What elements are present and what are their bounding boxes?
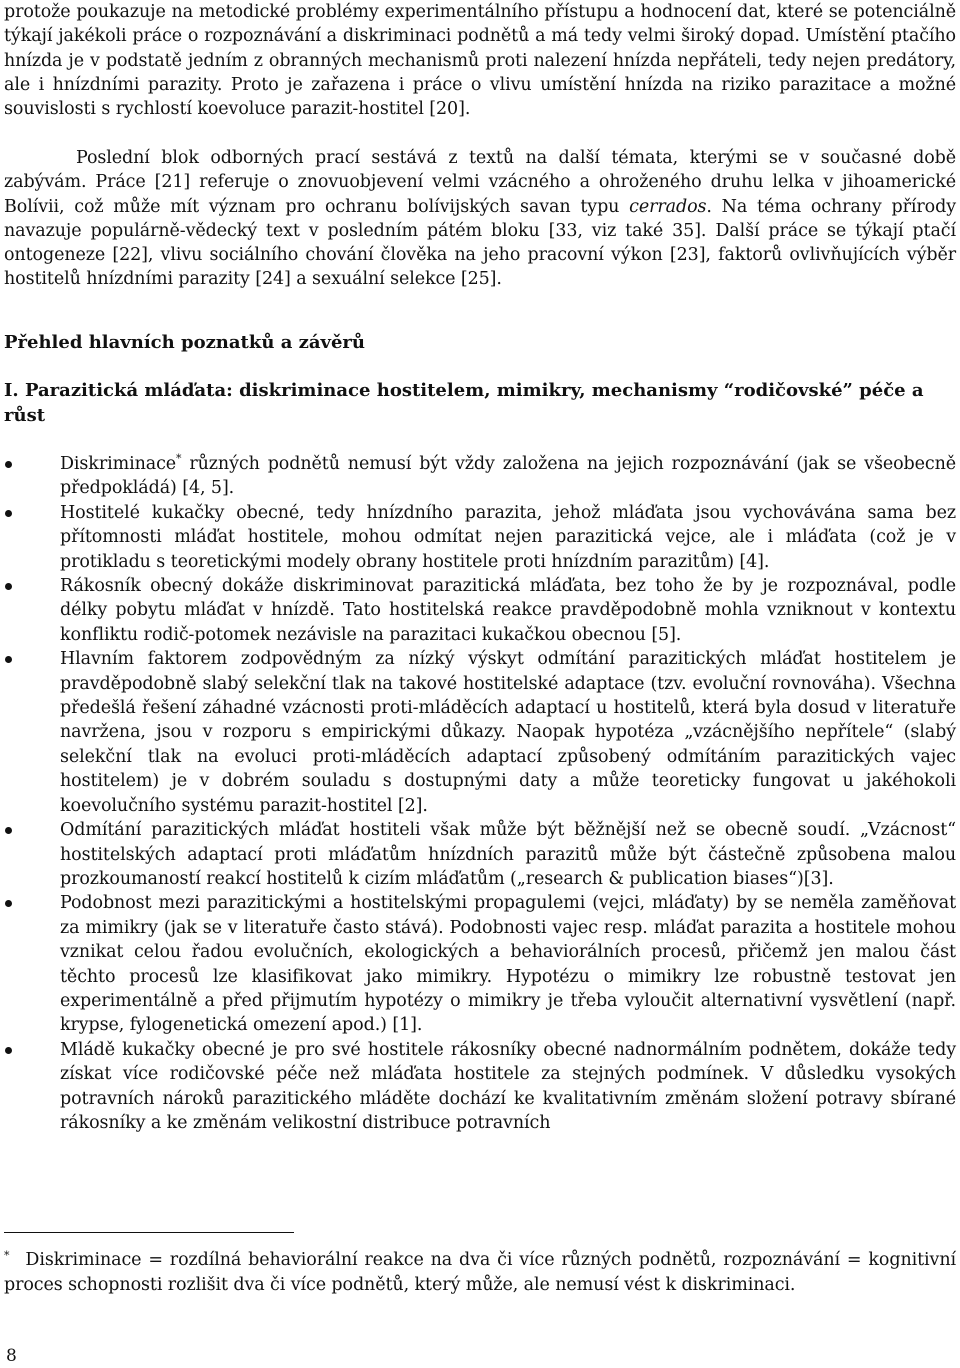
bullet-text: Hlavním faktorem zodpovědným za nízký výskyt odmítání parazitických mláďat hostitelem je pravděpodobně slabý selekční tlak na takové hostitelské adaptace (tzv. evoluční rovnováha). Všechna předešlá řešení záhadné vzácnosti proti-mláděcích adaptací u hostitelů, která byla dosud v literatuře navržena, jsou v rozporu s empirickými důkazy. Naopak hypotéza „vzácnějšího nepřítele“ (slabý selekční tlak na evoluci proti-mláděcích adaptací způsobený odmítáním parazitických vajec hostitelem) je v dobrém souladu s dostupnými daty a může teoreticky fungovat u jakéhokoli koevolučního systému parazit-hostitel [2]. xyxy=(60,649,956,816)
bullet-icon xyxy=(5,827,12,834)
list-item xyxy=(0,647,960,818)
list-item xyxy=(0,818,960,891)
intro-paragraph-2-text: Poslední blok odborných prací sestává z textů na další témata, kterými se v současné době zabývám. Práce [21] referuje o znovuobjevení velmi vzácného a ohroženého druhu lelka v jihoamerické Bolívii, což může mít význam pro ochranu bolívijských savan typu xyxy=(4,148,956,217)
italic-term: cerrados xyxy=(629,196,707,217)
list-item xyxy=(0,891,960,1037)
bullet-text: Rákosník obecný dokáže diskriminovat parazitická mláďata, bez toho že by je rozpoznával, podle délky pobytu mláďat v hnízdě. Tato hostitelská reakce pravděpodobně mohla vzniknout v kontextu konfliktu rodič-potomek nezávisle na parazitaci kukačkou obecnou [5]. xyxy=(60,576,956,645)
bullet-text: Mládě kukačky obecné je pro své hostitele rákosníky obecné nadnormálním podnětem, dokáže tedy získat více rodičovské péče než mláďata hostitele za stejných podmínek. V důsledku vysokých potravních nároků parazitického mláděte dochází ke kvalitativním změnám složení potravy sbírané rákosníky a ke změnám velikostní distribuce potravních xyxy=(60,1039,956,1133)
footnote-mark: * xyxy=(4,1249,10,1262)
bullet-icon xyxy=(5,656,12,663)
list-item xyxy=(0,452,960,501)
bullet-text: Hostitelé kukačky obecné, tedy hnízdního parazita, jehož mláďata jsou vychovávána sama bez přítomnosti mláďat hostitele, mohou odmítat nejen parazitická vejce, ale i mláďata (což je v protikladu s teoretickými modely obrany hostitele proti hnízdním parazitům) [4]. xyxy=(60,502,956,572)
footnote xyxy=(4,1244,956,1297)
intro-paragraph-2-rest: . Na téma ochrany přírody navazuje populárně-vědecký text v posledním pátém bloku [33, viz také 35]. Další práce se týkají ptačí ontogeneze [22], vlivu sociálního chování člověka na jeho pracovní výkon [23], faktorů ovlivňujících výběr hostitelů hnízdními parazity [24] a sexuální selekce [25]. xyxy=(4,196,956,290)
bullet-icon xyxy=(5,510,12,517)
intro-paragraph-1-text: protože poukazuje na metodické problémy experimentálního přístupu a hodnocení dat, které se potenciálně týkají jakékoli práce o rozpoznávání a diskriminaci podnětů a má tedy velmi široký dopad. Umístění ptačího hnízda je v podstatě jedním z obranných mechanismů proti nalezení hnízda nepřáteli, tedy nejen predátory, ale i hnízdními parazity. Proto je zařazena i práce o vlivu umístění hnízda na riziko parazitace a možné souvislosti s rychlostí koevoluce parazit-hostitel [20]. xyxy=(4,2,956,120)
footnote-divider xyxy=(4,1232,294,1233)
list-item xyxy=(0,501,960,574)
footnote-text: Diskriminace = rozdílná behaviorální reakce na dva či více různých podnětů, rozpoznávání = kognitivní proces schopnosti rozlišit dva či více podnětů, který může, ale nemusí vést k diskriminaci. xyxy=(4,1250,956,1295)
bullet-text-post: různých podnětů nemusí být vždy založena na jejich rozpoznávání (jak se všeobecně předpokládá) [4, 5]. xyxy=(60,454,956,499)
section-heading: Přehled hlavních poznatků a závěrů xyxy=(4,332,365,353)
bullet-icon xyxy=(5,461,12,468)
subsection-heading: I. Parazitická mláďata: diskriminace hostitelem, mimikry, mechanismy “rodičovské” péče a růst xyxy=(4,380,924,426)
bullet-icon xyxy=(5,583,12,590)
footnote-reference: * xyxy=(176,452,182,466)
findings-list xyxy=(0,452,960,1135)
bullet-text-pre: Diskriminace xyxy=(60,454,177,474)
intro-paragraph-1 xyxy=(4,0,956,121)
list-item xyxy=(0,1038,960,1136)
bullet-icon xyxy=(5,900,12,907)
bullet-text: Podobnost mezi parazitickými a hostitelskými propagulemi (vejci, mláďaty) by se neměla zaměňovat za mimikry (jak se v literatuře často stává). Podobnosti vajec resp. mláďat parazita a hostitele mohou vznikat celou řadou evolučních, ekologických a behaviorálních procesů, přičemž jen malou část těchto procesů lze klasifikovat jako mimikry. Hypotézu o mimikry lze robustně testovat jen experimentálně a před přijmutím hypotézy o mimikry je třeba vyloučit alternativní vysvětlení (např. krypse, fylogenetická omezení apod.) [1]. xyxy=(60,893,956,1036)
intro-paragraph-2 xyxy=(4,146,956,292)
bullet-text: Odmítání parazitických mláďat hostiteli však může být běžnější než se obecně soudí. „Vzácnost“ hostitelských adaptací proti mláďatům hnízdních parazitů může být částečně způsobena malou prozkoumaností reakcí hostitelů k cizím mláďatům („research & publication biases“)[3]. xyxy=(60,820,956,889)
page-number: 8 xyxy=(6,1346,17,1366)
bullet-icon xyxy=(5,1047,12,1054)
list-item xyxy=(0,574,960,647)
